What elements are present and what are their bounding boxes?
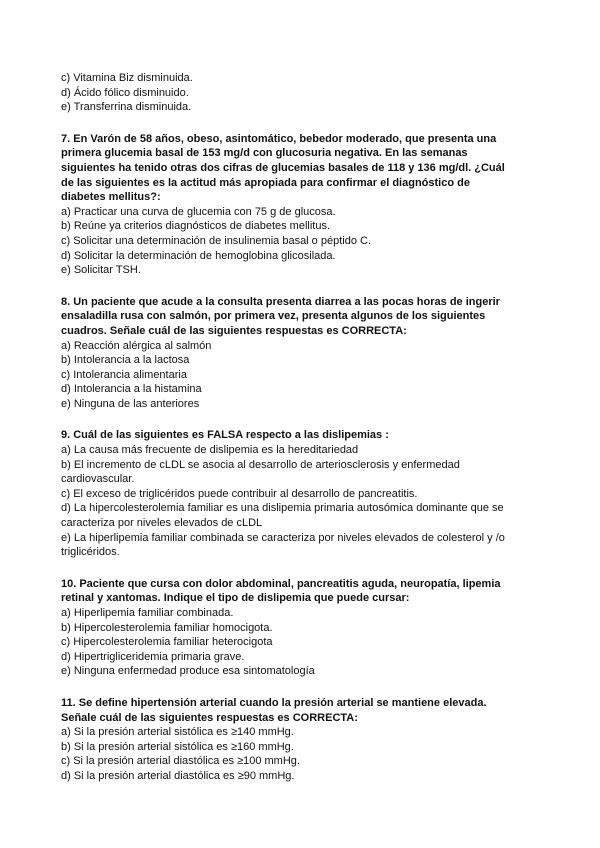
option: d) Hipertrigliceridemia primaria grave. [61, 650, 245, 663]
option: triglicéridos. [61, 546, 120, 559]
option: cardiovascular. [61, 473, 135, 486]
question-stem: 11. Se define hipertensión arterial cuando la presión arterial se mantiene elevada. [61, 696, 487, 709]
question-stem: primera glucemia basal de 153 mg/d con glucosuria negativa. En las semanas [61, 147, 468, 160]
question-10 [61, 577, 560, 679]
option: c) Vitamina Biz disminuida. [61, 72, 193, 84]
option: d) Ácido fólico disminuido. [61, 86, 189, 99]
option: e) Ninguna de las anteriores [61, 397, 200, 410]
question-7 [61, 132, 560, 278]
option: a) La causa más frecuente de dislipemia es la hereditariedad [61, 444, 359, 457]
option: a) Practicar una curva de glucemia con 75 g de glucosa. [61, 205, 336, 218]
option: e) Ninguna enfermedad produce esa sintomatología [61, 665, 315, 678]
option: c) El exceso de triglicéridos puede contribuir al desarrollo de pancreatitis. [61, 487, 418, 500]
option: e) La hiperlipemia familiar combinada se caracteriza por niveles elevados de colesterol y /o [61, 531, 505, 544]
option: b) Intolerancia a la lactosa [61, 354, 190, 367]
option: c) Solicitar una determinación de insulinemia basal o péptido C. [61, 234, 372, 247]
option: b) Hipercolesterolemia familiar homocigota. [61, 621, 273, 634]
question-9 [61, 428, 560, 559]
option: caracteriza por niveles elevados de cLDL [61, 517, 263, 530]
question-stem: retinal y xantomas. Indique el tipo de dislipemia que puede cursar: [61, 592, 410, 605]
question-8 [61, 295, 560, 412]
question-stem: de las siguientes es la actitud más apropiada para confirmar el diagnóstico de [61, 176, 470, 189]
option: a) Reacción alérgica al salmón [61, 339, 212, 352]
question-stem: Señale cuál de las siguientes respuestas es CORRECTA: [61, 711, 358, 724]
option: c) Hipercolesterolemia familiar heterocigota [61, 636, 273, 649]
question-stem: cuadros. Señale cuál de las siguientes respuestas es CORRECTA: [61, 324, 407, 337]
option: a) Hiperlipemia familiar combinada. [61, 607, 234, 619]
question-stem: 8. Un paciente que acude a la consulta presenta diarrea a las pocas horas de ingerir [61, 295, 500, 308]
option: d) Solicitar la determinación de hemoglobina glicosilada. [61, 249, 336, 262]
question-stem: siguientes ha tenido otras dos cifras de glucemias basales de 118 y 136 mg/dl. ¿Cuál [61, 161, 505, 174]
option: b) Reúne ya criterios diagnósticos de diabetes mellitus. [61, 220, 331, 233]
option: c) Intolerancia alimentaria [61, 368, 187, 381]
option: b) El incremento de cLDL se asocia al desarrollo de arteriosclerosis y enfermedad [61, 458, 460, 471]
question-stem: 9. Cuál de las siguientes es FALSA respecto a las dislipemias : [61, 429, 389, 442]
option: e) Transferrina disminuida. [61, 101, 192, 114]
option: d) Intolerancia a la histamina [61, 383, 202, 396]
option: c) Si la presión arterial diastólica es ≥100 mmHg. [61, 755, 300, 768]
previous-question-options [61, 71, 560, 115]
question-stem: 10. Paciente que cursa con dolor abdominal, pancreatitis aguda, neuropatía, lipemia [61, 577, 501, 590]
question-stem: diabetes mellitus?: [61, 191, 161, 204]
option: a) Si la presión arterial sistólica es ≥140 mmHg. [61, 726, 294, 739]
question-stem: ensaladilla rusa con salmón, por primera vez, presenta algunos de los siguientes [61, 310, 486, 323]
option: b) Si la presión arterial sistólica es ≥160 mmHg. [61, 740, 294, 753]
option: e) Solicitar TSH. [61, 264, 141, 277]
question-stem: 7. En Varón de 58 años, obeso, asintomático, bebedor moderado, que presenta una [61, 132, 497, 145]
question-11 [61, 696, 560, 784]
option: d) La hipercolesterolemia familiar es una dislipemia primaria autosómica dominante que se [61, 502, 504, 515]
option: d) Si la presión arterial diastólica es ≥90 mmHg. [61, 769, 295, 782]
